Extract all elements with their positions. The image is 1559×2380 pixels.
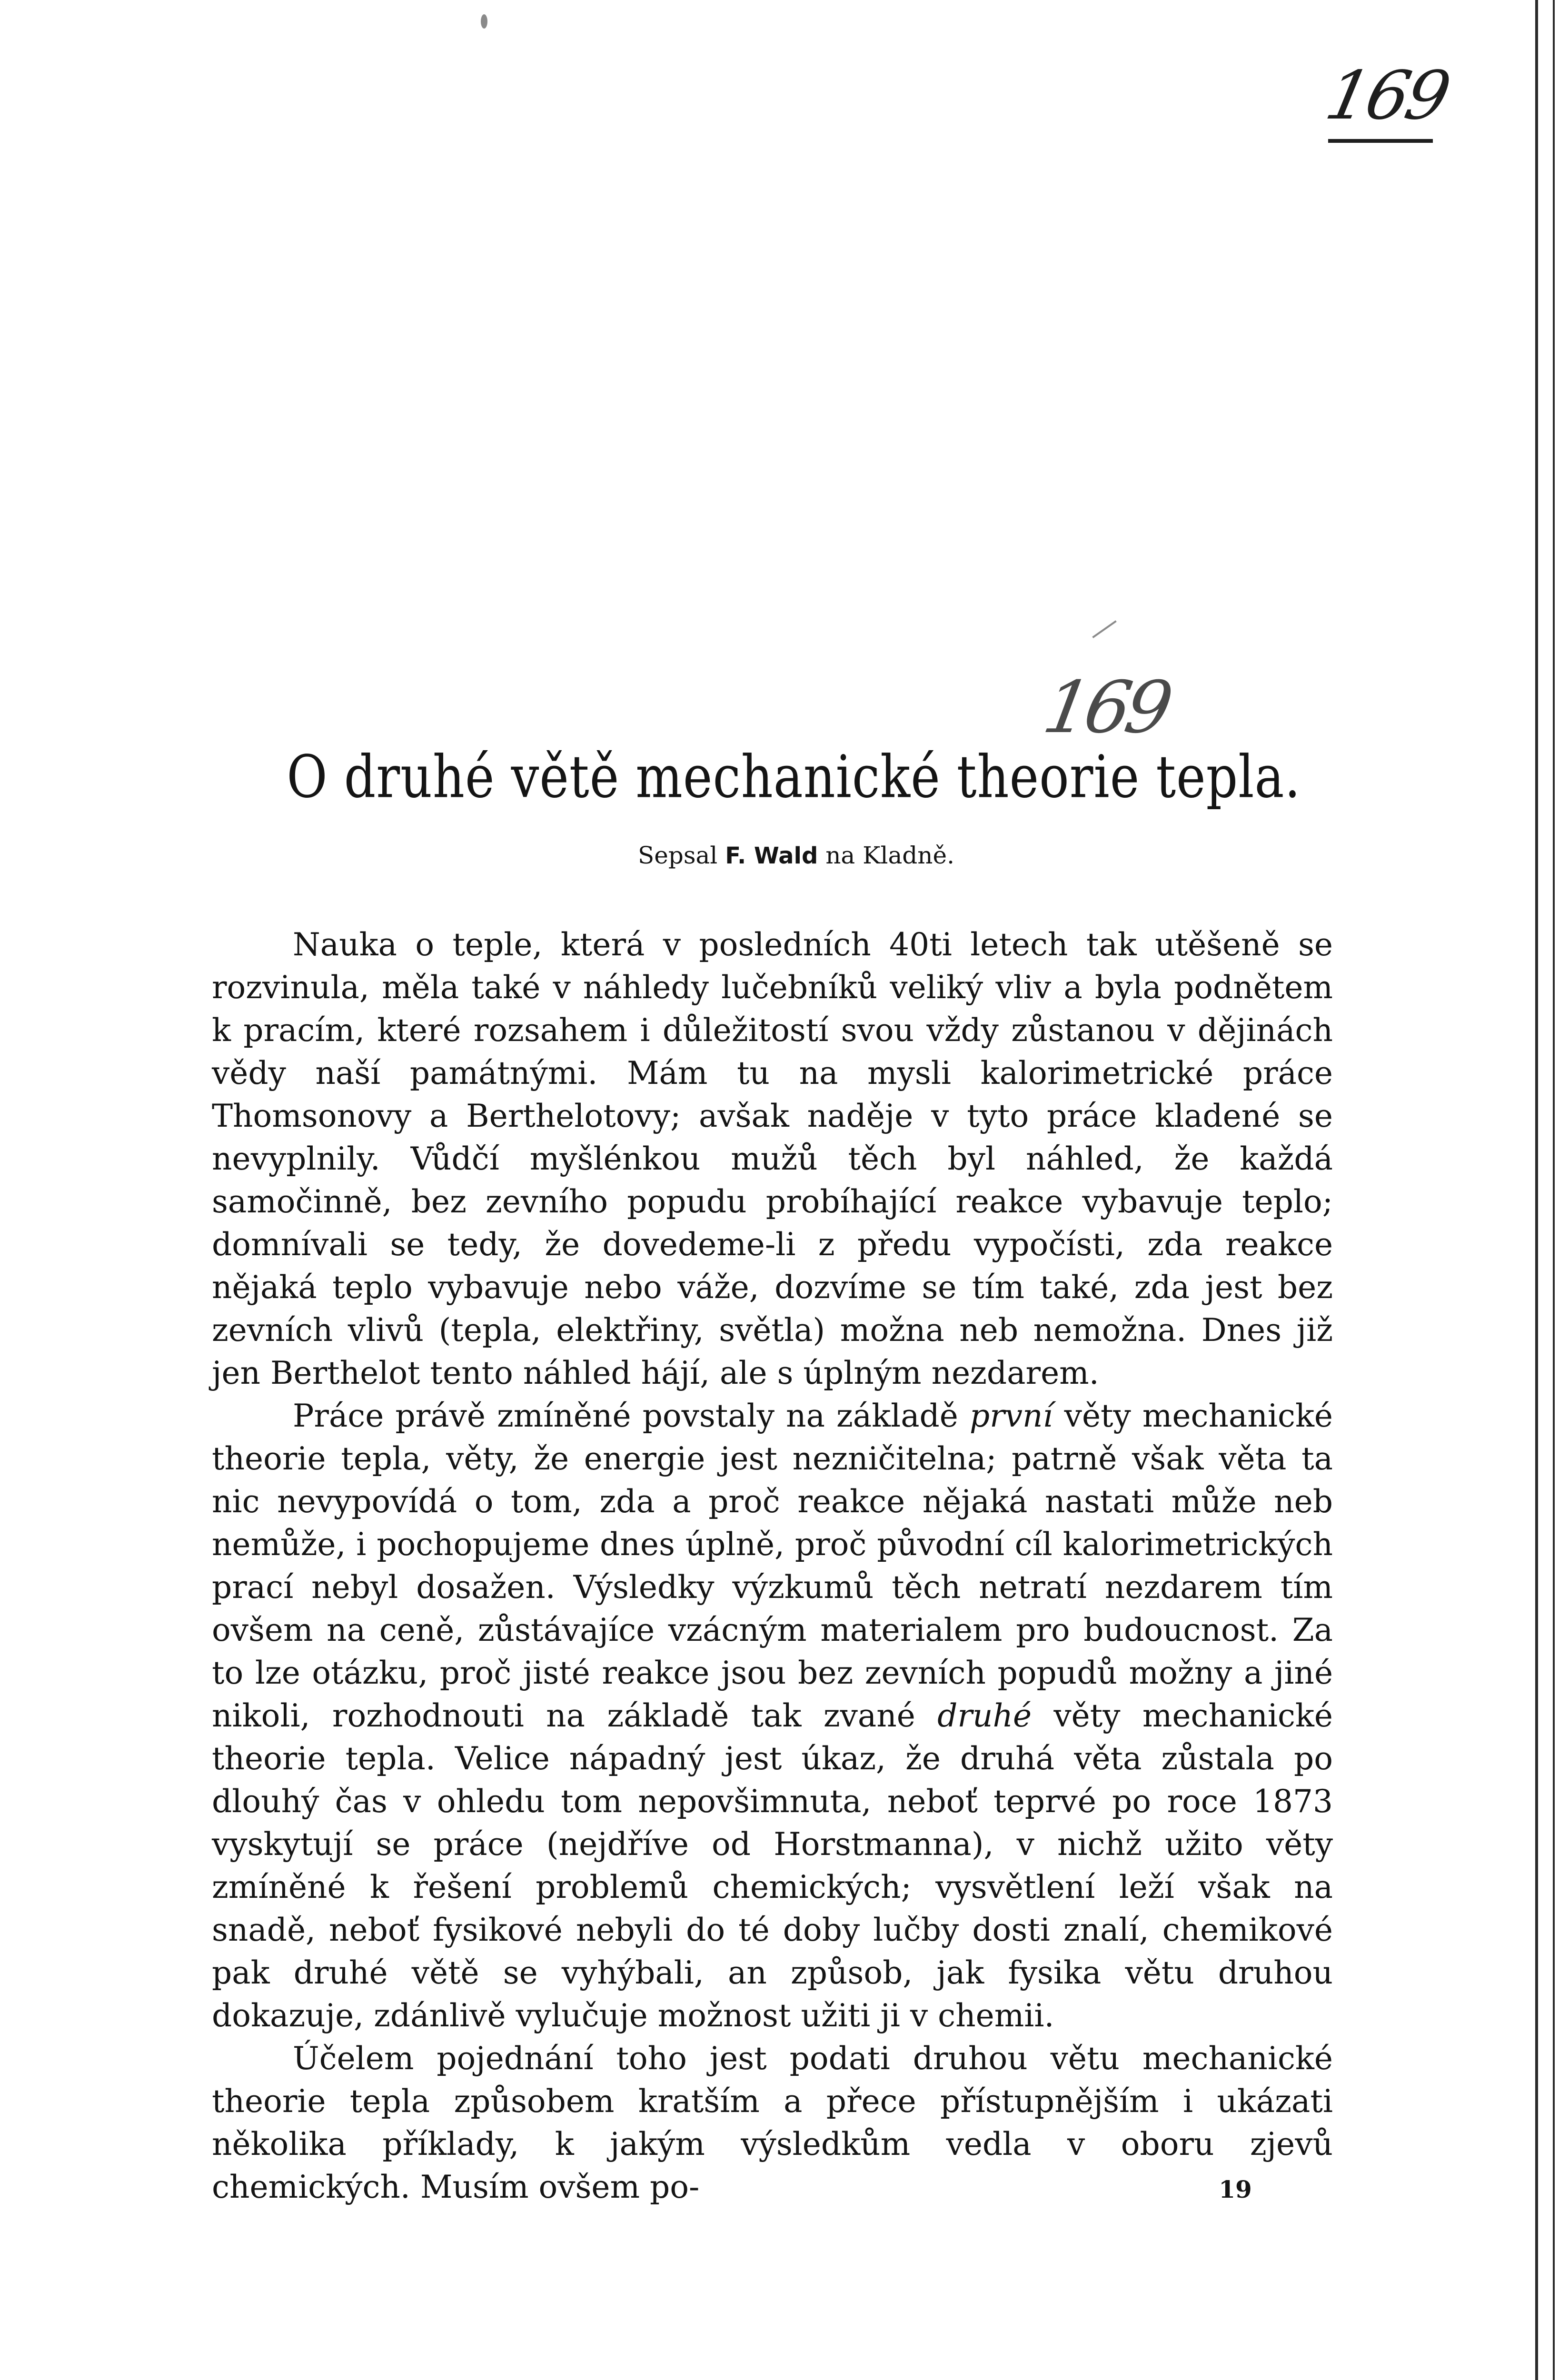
paragraph-text: Nauka o teple, která v posledních 40ti letech tak utěšeně se rozvinula, měla také v náhledy lučebníků veliký vliv a byla podnětem k pracím, které rozsahem i důležitostí svou vždy zůstanou v dějinách vědy naší památnými. Mám tu na mysli kalorimetrické práce Thomsonovy a Berthelotovy; avšak naděje v tyto práce kladené se nevyplnily. Vůdčí myšlénkou mužů těch byl náhled, že každá samočinně, bez zevního popudu probíhající reakce vybavuje teplo; domnívali se tedy, že dovedeme-li z předu vypočísti, zda reakce nějaká teplo vybavuje nebo váže, dozvíme se tím také, zda jest bez zevních vlivů (tepla, elektřiny, světla) možna neb nemožna. Dnes již jen Berthelot tento náhled hájí, ale s úplným nezdarem. [212, 926, 1333, 1391]
scan-edge-line [1535, 0, 1538, 2380]
paragraph-text: Účelem pojednání toho jest podati druhou větu mechanické theorie tepla způsobem kratším a přece přístupnějším i ukázati několika příklady, k jakým výsledkům vedla v oboru zjevů chemických. Musím ovšem po- [212, 2040, 1333, 2205]
byline [0, 842, 1559, 869]
paragraph-text: Práce právě zmíněné povstaly na základě [293, 1398, 970, 1434]
paragraph [212, 1395, 1333, 2037]
emphasis-text: druhé [937, 1697, 1032, 1734]
byline-suffix: na Kladně. [825, 842, 954, 869]
pencil-tick-mark [1092, 620, 1116, 638]
byline-prefix: Sepsal [637, 842, 718, 869]
paragraph [212, 2037, 1333, 2209]
article-title: O druhé větě mechanické theorie tepla. [287, 743, 1301, 811]
article-body [212, 923, 1333, 2209]
page-folio: 19 [1219, 2175, 1252, 2203]
handwritten-page-number-mid: 169 [1037, 666, 1174, 749]
handwritten-underline [1328, 139, 1433, 143]
paragraph-text: věty mechanické theorie tepla, věty, že energie jest nezničitelna; patrně však věta ta nic nevypovídá o tom, zda a proč reakce nějaká nastati může neb nemůže, i pochopujeme dnes úplně, proč původní cíl kalorimetrických prací nebyl dosažen. Výsledky výzkumů těch netratí nezdarem tím ovšem na ceně, zůstávajíce vzácným materialem pro budoucnost. Za to lze otázku, proč jisté reakce jsou bez zevních popudů možny a jiné nikoli, rozhodnouti na základě tak zvané [212, 1398, 1333, 1734]
paragraph [212, 923, 1333, 1395]
scan-edge-line [1553, 0, 1555, 2380]
emphasis-text: první [969, 1398, 1053, 1434]
paragraph-text: věty mechanické theorie tepla. Velice nápadný jest úkaz, že druhá věta zůstala po dlouhý čas v ohledu tom nepovšimnuta, neboť teprvé po roce 1873 vyskytují se práce (nejdříve od Horstmanna), v nichž užito věty zmíněné k řešení problemů chemických; vysvětlení leží však na snadě, neboť fysikové nebyli do té doby lučby dosti znalí, chemikové pak druhé větě se vyhýbali, an způsob, jak fysika větu druhou dokazuje, zdánlivě vylučuje možnost užiti ji v chemii. [212, 1697, 1333, 2034]
handwritten-page-number-top: 169 [1319, 57, 1455, 135]
author-name: F. Wald [725, 843, 818, 869]
scan-speck [481, 14, 487, 29]
